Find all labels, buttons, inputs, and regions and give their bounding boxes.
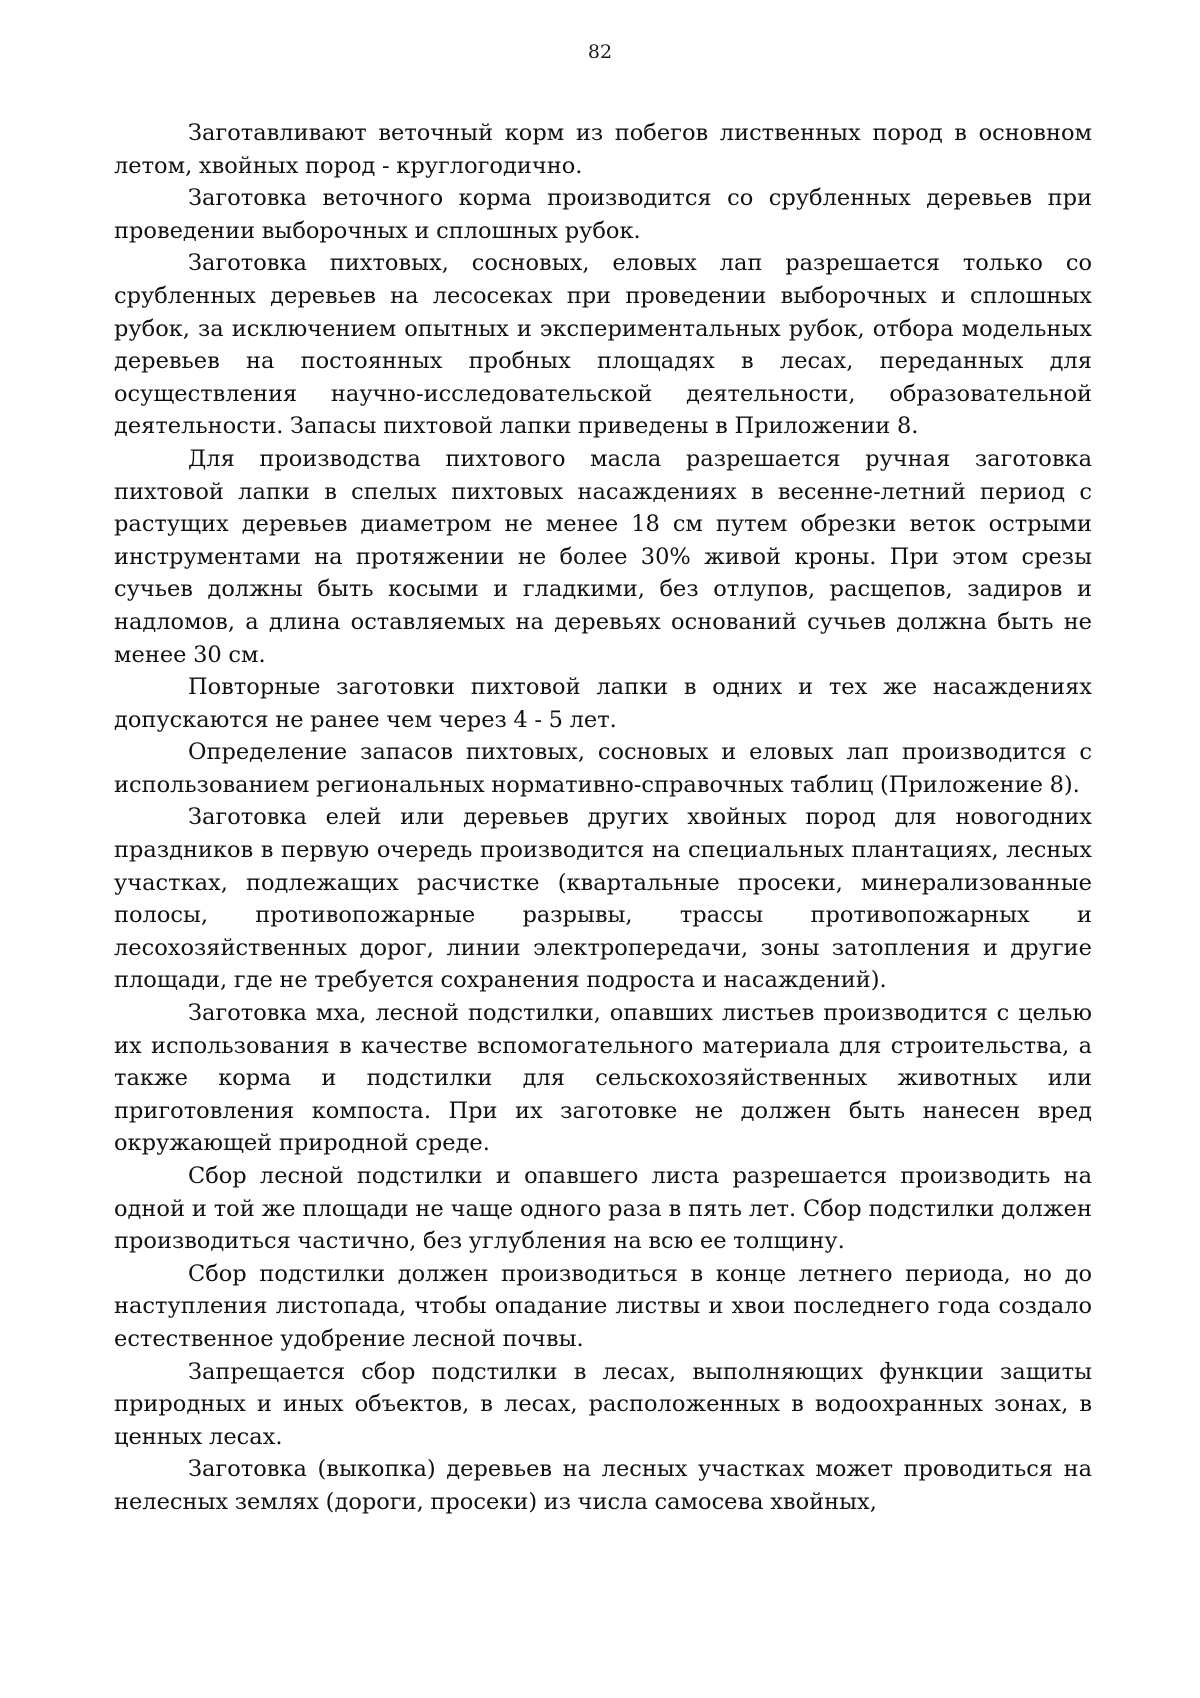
paragraph: Заготовка веточного корма производится со срубленных деревьев при проведении выборочных и сплошных рубок. <box>114 185 1092 244</box>
paragraph: Заготавливают веточный корм из побегов лиственных пород в основном летом, хвойных пород - круглогодично. <box>114 120 1092 179</box>
paragraph: Заготовка (выкопка) деревьев на лесных участках может проводиться на нелесных землях (дороги, просеки) из числа самосева хвойных, <box>114 1456 1092 1515</box>
paragraph: Заготовка елей или деревьев других хвойных пород для новогодних праздников в первую очередь производится на специальных плантациях, лесных участках, подлежащих расчистке (квартальные просеки, минерализованные полосы, противопожарные разрывы, трассы противопожарных и лесохозяйственных дорог, линии электропередачи, зоны затопления и другие площади, где не требуется сохранения подроста и насаждений). <box>114 804 1092 994</box>
paragraph: Для производства пихтового масла разрешается ручная заготовка пихтовой лапки в спелых пихтовых насаждениях в весенне-летний период с растущих деревьев диаметром не менее 18 см путем обрезки веток острыми инструментами на протяжении не более 30% живой кроны. При этом срезы сучьев должны быть косыми и гладкими, без отлупов, расщепов, задиров и надломов, а длина оставляемых на деревьях оснований сучьев должна быть не менее 30 см. <box>114 445 1092 668</box>
page-number: 82 <box>587 41 613 63</box>
paragraph: Сбор подстилки должен производиться в конце летнего периода, но до наступления листопада, чтобы опадание листвы и хвои последнего года создало естественное удобрение лесной почвы. <box>114 1260 1092 1352</box>
paragraph: Заготовка мха, лесной подстилки, опавших листьев производится с целью их использования в качестве вспомогательного материала для строительства, а также корма и подстилки для сельскохозяйственных животных или приготовления компоста. При их заготовке не должен быть нанесен вред окружающей природной среде. <box>114 1000 1092 1157</box>
document-body <box>114 117 1092 1519</box>
paragraph: Определение запасов пихтовых, сосновых и еловых лап производится с использованием региональных нормативно-справочных таблиц (Приложение 8). <box>114 739 1092 798</box>
paragraph: Повторные заготовки пихтовой лапки в одних и тех же насаждениях допускаются не ранее чем через 4 - 5 лет. <box>114 674 1092 733</box>
paragraph: Запрещается сбор подстилки в лесах, выполняющих функции защиты природных и иных объектов, в лесах, расположенных в водоохранных зонах, в ценных лесах. <box>114 1358 1092 1450</box>
paragraph: Заготовка пихтовых, сосновых, еловых лап разрешается только со срубленных деревьев на лесосеках при проведении выборочных и сплошных рубок, за исключением опытных и экспериментальных рубок, отбора модельных деревьев на постоянных пробных площадях в лесах, переданных для осуществления научно-исследовательской деятельности, образовательной деятельности. Запасы пихтовой лапки приведены в Приложении 8. <box>114 250 1092 440</box>
paragraph: Сбор лесной подстилки и опавшего листа разрешается производить на одной и той же площади не чаще одного раза в пять лет. Сбор подстилки должен производиться частично, без углубления на всю ее толщину. <box>114 1163 1092 1255</box>
